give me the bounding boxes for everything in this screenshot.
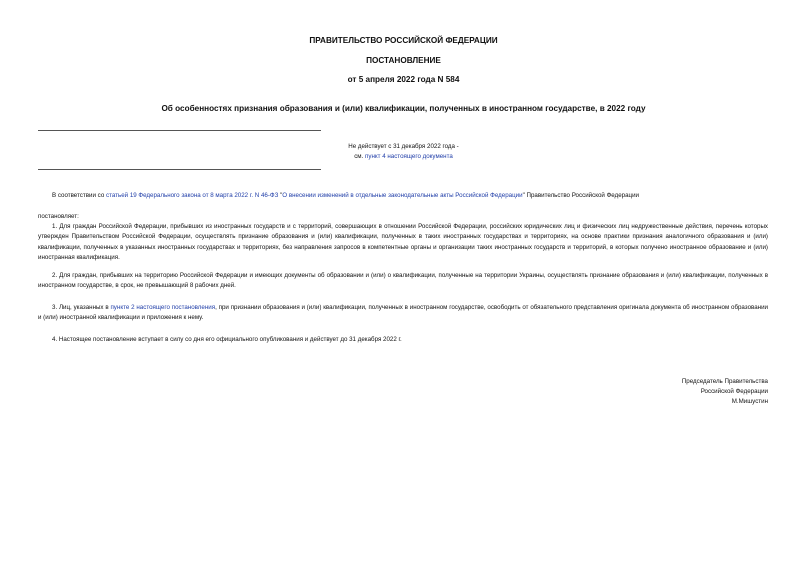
document-type-heading: ПОСТАНОВЛЕНИЕ [366, 56, 441, 65]
preamble-prefix: В соответствии со [52, 192, 106, 199]
law-article-link[interactable]: статьей 19 Федерального закона от 8 марта 2022 г. N 46-ФЗ [105, 192, 279, 199]
status-note-line1: Не действует с 31 декабря 2022 года - [348, 143, 459, 150]
point-3-prefix: 3. Лиц, указанных в [52, 304, 111, 311]
preamble-decides: постановляет: [38, 213, 79, 220]
point-3-suffix: , при признании образования и (или) квалификации, полученных в иностранном государстве, освободить от обязательного представления оригинала документа об иностранном образовании и (или) иностранной квалификации и приложения к нему. [38, 304, 769, 322]
signature-position: Председатель Правительства [681, 378, 768, 385]
point-2: 2. Для граждан, прибывших на территорию Российской Федерации и имеющих документы об образовании и (или) о квалификации, полученные на территории Украины, осуществлять признание образования и (или) квалификации, полученных в иностранном государстве, в срок, не превышающий 8 рабочих дней. [38, 272, 768, 290]
government-heading: ПРАВИТЕЛЬСТВО РОССИЙСКОЙ ФЕДЕРАЦИИ [309, 36, 498, 45]
point-3 [38, 303, 768, 324]
date-number-heading: от 5 апреля 2022 года N 584 [347, 75, 460, 84]
preamble-middle: " [278, 192, 283, 199]
signature-organization: Российской Федерации [700, 388, 768, 396]
signature-block [682, 377, 768, 408]
point-4: 4. Настоящее постановление вступает в силу со дня его официального опубликования и действует до 31 декабря 2022 г. [52, 336, 402, 343]
preamble [38, 191, 768, 201]
document-title: Об особенностях признания образования и (или) квалификации, полученных в иностранном государстве, в 2022 году [161, 104, 646, 113]
status-note-line2 [0, 154, 807, 160]
status-note-link[interactable]: пункт 4 настоящего документа [365, 153, 453, 160]
preamble-suffix: " Правительство Российской Федерации [522, 192, 639, 199]
divider-bottom [38, 169, 321, 170]
point-1: 1. Для граждан Российской Федерации, прибывших из иностранных государств и с территорий, совершающих в отношении Российской Федерации, российских юридических лиц и физических лиц недружественные действия, перечень которых утвержден Правительством Российской Федерации, осуществлять признание образования и (или) квалификации, полученных в таких иностранных государствах и территориях, на основе практики признания аналогичного образования и (или) квалификации, полученных в указанных иностранных государствах и территориях, без направления запросов в компетентные органы и организации таких иностранных государств и территорий, в которых получено иностранное образование и (или) иностранная квалификация. [38, 223, 768, 261]
divider-top [38, 130, 321, 131]
law-title-link[interactable]: О внесении изменений в отдельные законодательные акты Российской Федерации [282, 192, 523, 199]
signature-name: М.Мишустин [731, 398, 768, 406]
status-note-prefix: см. [354, 153, 365, 160]
point-2-reference-link[interactable]: пункте 2 настоящего постановления [110, 304, 216, 311]
